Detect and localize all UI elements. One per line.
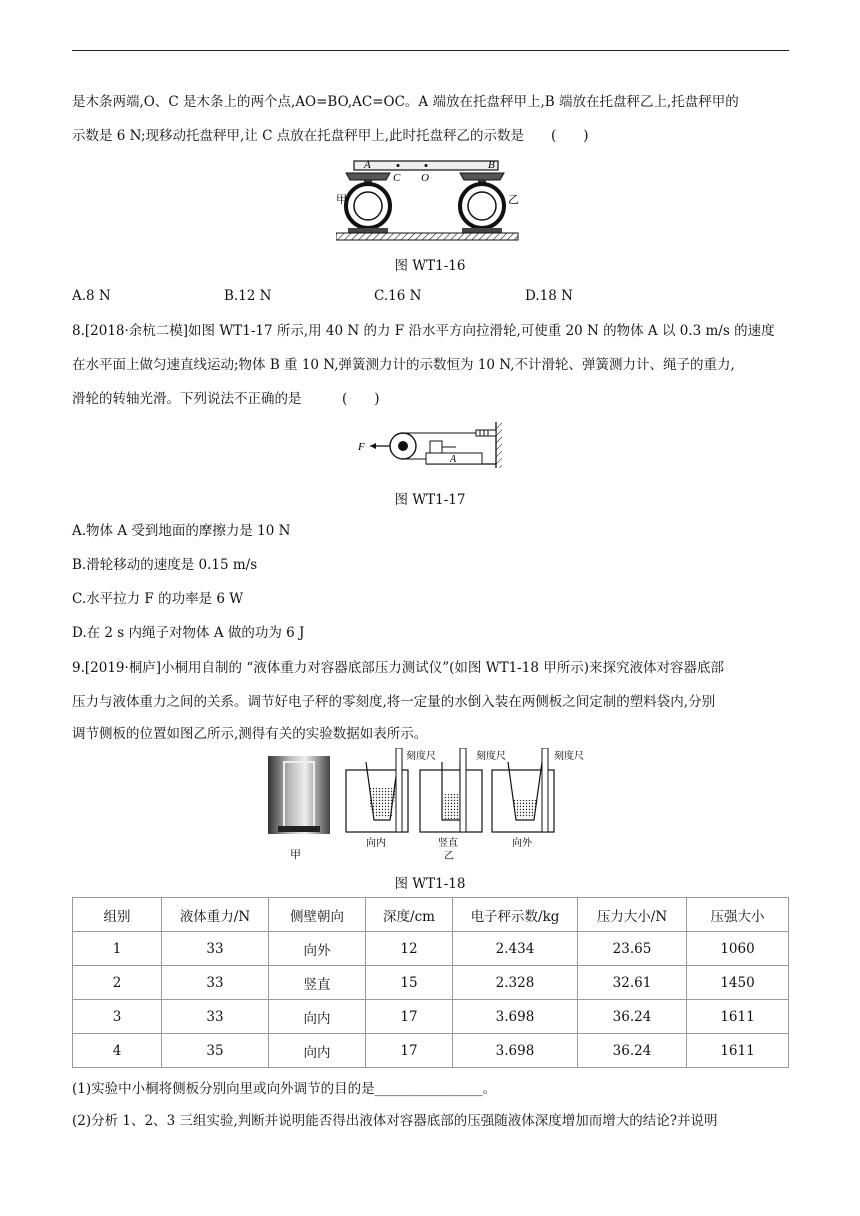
q8-option-c[interactable]: C.水平拉力 F 的功率是 6 W [72, 591, 244, 607]
label-jia: 甲 [290, 849, 301, 861]
table-cell: 向内 [269, 1034, 366, 1068]
q8-text-line1: 8.[2018·余杭二模]如图 WT1-17 所示,用 40 N 的力 F 沿水平方向拉滑轮,可使重 20 N 的物体 A 以 0.3 m/s 的速度 [72, 323, 775, 339]
label-b: B [488, 159, 495, 171]
label-a: A [450, 454, 457, 465]
figure-wt1-18 [264, 748, 624, 868]
q9-subquestion-2: (2)分析 1、2、3 三组实验,判断并说明能否得出液体对容器底部的压强随液体深度增加而增大的结论?并说明 [72, 1113, 718, 1129]
q9-text-line2: 压力与液体重力之间的关系。调节好电子秤的零刻度,将一定量的水倒入装在两侧板之间定制的塑料袋内,分别 [72, 694, 716, 710]
table-row [73, 1034, 789, 1068]
table-cell: 12 [366, 932, 453, 966]
table-cell: 3 [73, 1000, 162, 1034]
label-ruler-2: 刻度尺 [476, 751, 506, 762]
figure-wt1-17 [356, 420, 506, 472]
label-ruler-1: 刻度尺 [406, 751, 436, 762]
label-o: O [421, 172, 429, 184]
table-header-cell: 压力大小/N [578, 898, 687, 932]
table-cell: 17 [366, 1000, 453, 1034]
table-cell: 1450 [687, 966, 789, 1000]
q7-option-b[interactable]: B.12 N [224, 288, 272, 304]
table-cell: 1 [73, 932, 162, 966]
table-cell: 33 [162, 932, 269, 966]
table-cell: 33 [162, 966, 269, 1000]
table-cell: 33 [162, 1000, 269, 1034]
table-cell: 2.434 [453, 932, 578, 966]
table-cell: 35 [162, 1034, 269, 1068]
q9-text-line1: 9.[2019·桐庐]小桐用自制的 “液体重力对容器底部压力测试仪”(如图 WT1-18 甲所示)来探究液体对容器底部 [72, 660, 724, 676]
q7-text-line2: 示数是 6 N;现移动托盘秤甲,让 C 点放在托盘秤甲上,此时托盘秤乙的示数是 ( ) [72, 128, 589, 144]
table-cell: 36.24 [578, 1000, 687, 1034]
table-cell: 17 [366, 1034, 453, 1068]
table-cell: 36.24 [578, 1034, 687, 1068]
label-a: A [364, 159, 371, 171]
figure-wt1-16 [336, 156, 526, 242]
experiment-data-table [72, 897, 789, 1068]
table-cell: 4 [73, 1034, 162, 1068]
table-cell: 1060 [687, 932, 789, 966]
table-cell: 3.698 [453, 1034, 578, 1068]
table-row [73, 966, 789, 1000]
table-cell: 2.328 [453, 966, 578, 1000]
table-cell: 向内 [269, 1000, 366, 1034]
table-cell: 15 [366, 966, 453, 1000]
q8-text-line2: 在水平面上做匀速直线运动;物体 B 重 10 N,弹簧测力计的示数恒为 10 N,不计滑轮、弹簧测力计、绳子的重力, [72, 357, 735, 373]
header-rule [72, 50, 789, 51]
q7-text-line1: 是木条两端,O、C 是木条上的两个点,AO=BO,AC=OC。A 端放在托盘秤甲上,B 端放在托盘秤乙上,托盘秤甲的 [72, 94, 739, 110]
table-header-cell: 电子秤示数/kg [453, 898, 578, 932]
table-cell: 2 [73, 966, 162, 1000]
table-header-row [73, 898, 789, 932]
label-jia: 甲 [336, 194, 347, 206]
q8-text-line3: 滑轮的转轴光滑。下列说法不正确的是 ( ) [72, 391, 380, 407]
q7-option-c[interactable]: C.16 N [374, 288, 422, 304]
table-cell: 竖直 [269, 966, 366, 1000]
caption-wt1-18: 图 WT1-18 [394, 876, 466, 892]
q8-option-d[interactable]: D.在 2 s 内绳子对物体 A 做的功为 6 J [72, 625, 305, 641]
table-header-cell: 液体重力/N [162, 898, 269, 932]
q8-option-a[interactable]: A.物体 A 受到地面的摩擦力是 10 N [72, 523, 291, 539]
table-cell: 1611 [687, 1000, 789, 1034]
label-yi: 乙 [444, 851, 454, 862]
q8-option-b[interactable]: B.滑轮移动的速度是 0.15 m/s [72, 557, 258, 573]
q7-option-a[interactable]: A.8 N [72, 288, 111, 304]
label-yi: 乙 [508, 194, 519, 206]
label-f: F [358, 441, 365, 453]
table-row [73, 1000, 789, 1034]
label-outward: 向外 [512, 838, 532, 849]
q9-subquestion-1: (1)实验中小桐将侧板分别向里或向外调节的目的是________________。 [72, 1081, 497, 1097]
label-inward: 向内 [366, 838, 386, 849]
table-cell: 向外 [269, 932, 366, 966]
table-header-cell: 组别 [73, 898, 162, 932]
table-cell: 1611 [687, 1034, 789, 1068]
q7-option-d[interactable]: D.18 N [525, 288, 573, 304]
table-row [73, 932, 789, 966]
table-header-cell: 侧壁朝向 [269, 898, 366, 932]
table-header-cell: 深度/cm [366, 898, 453, 932]
label-ruler-3: 刻度尺 [554, 751, 584, 762]
table-cell: 32.61 [578, 966, 687, 1000]
q9-text-line3: 调节侧板的位置如图乙所示,测得有关的实验数据如表所示。 [72, 726, 428, 742]
label-c: C [393, 172, 401, 184]
caption-wt1-17: 图 WT1-17 [394, 492, 466, 508]
table-cell: 23.65 [578, 932, 687, 966]
label-vertical: 竖直 [438, 838, 458, 849]
table-header-cell: 压强大小 [687, 898, 789, 932]
caption-wt1-16: 图 WT1-16 [394, 258, 466, 274]
table-cell: 3.698 [453, 1000, 578, 1034]
